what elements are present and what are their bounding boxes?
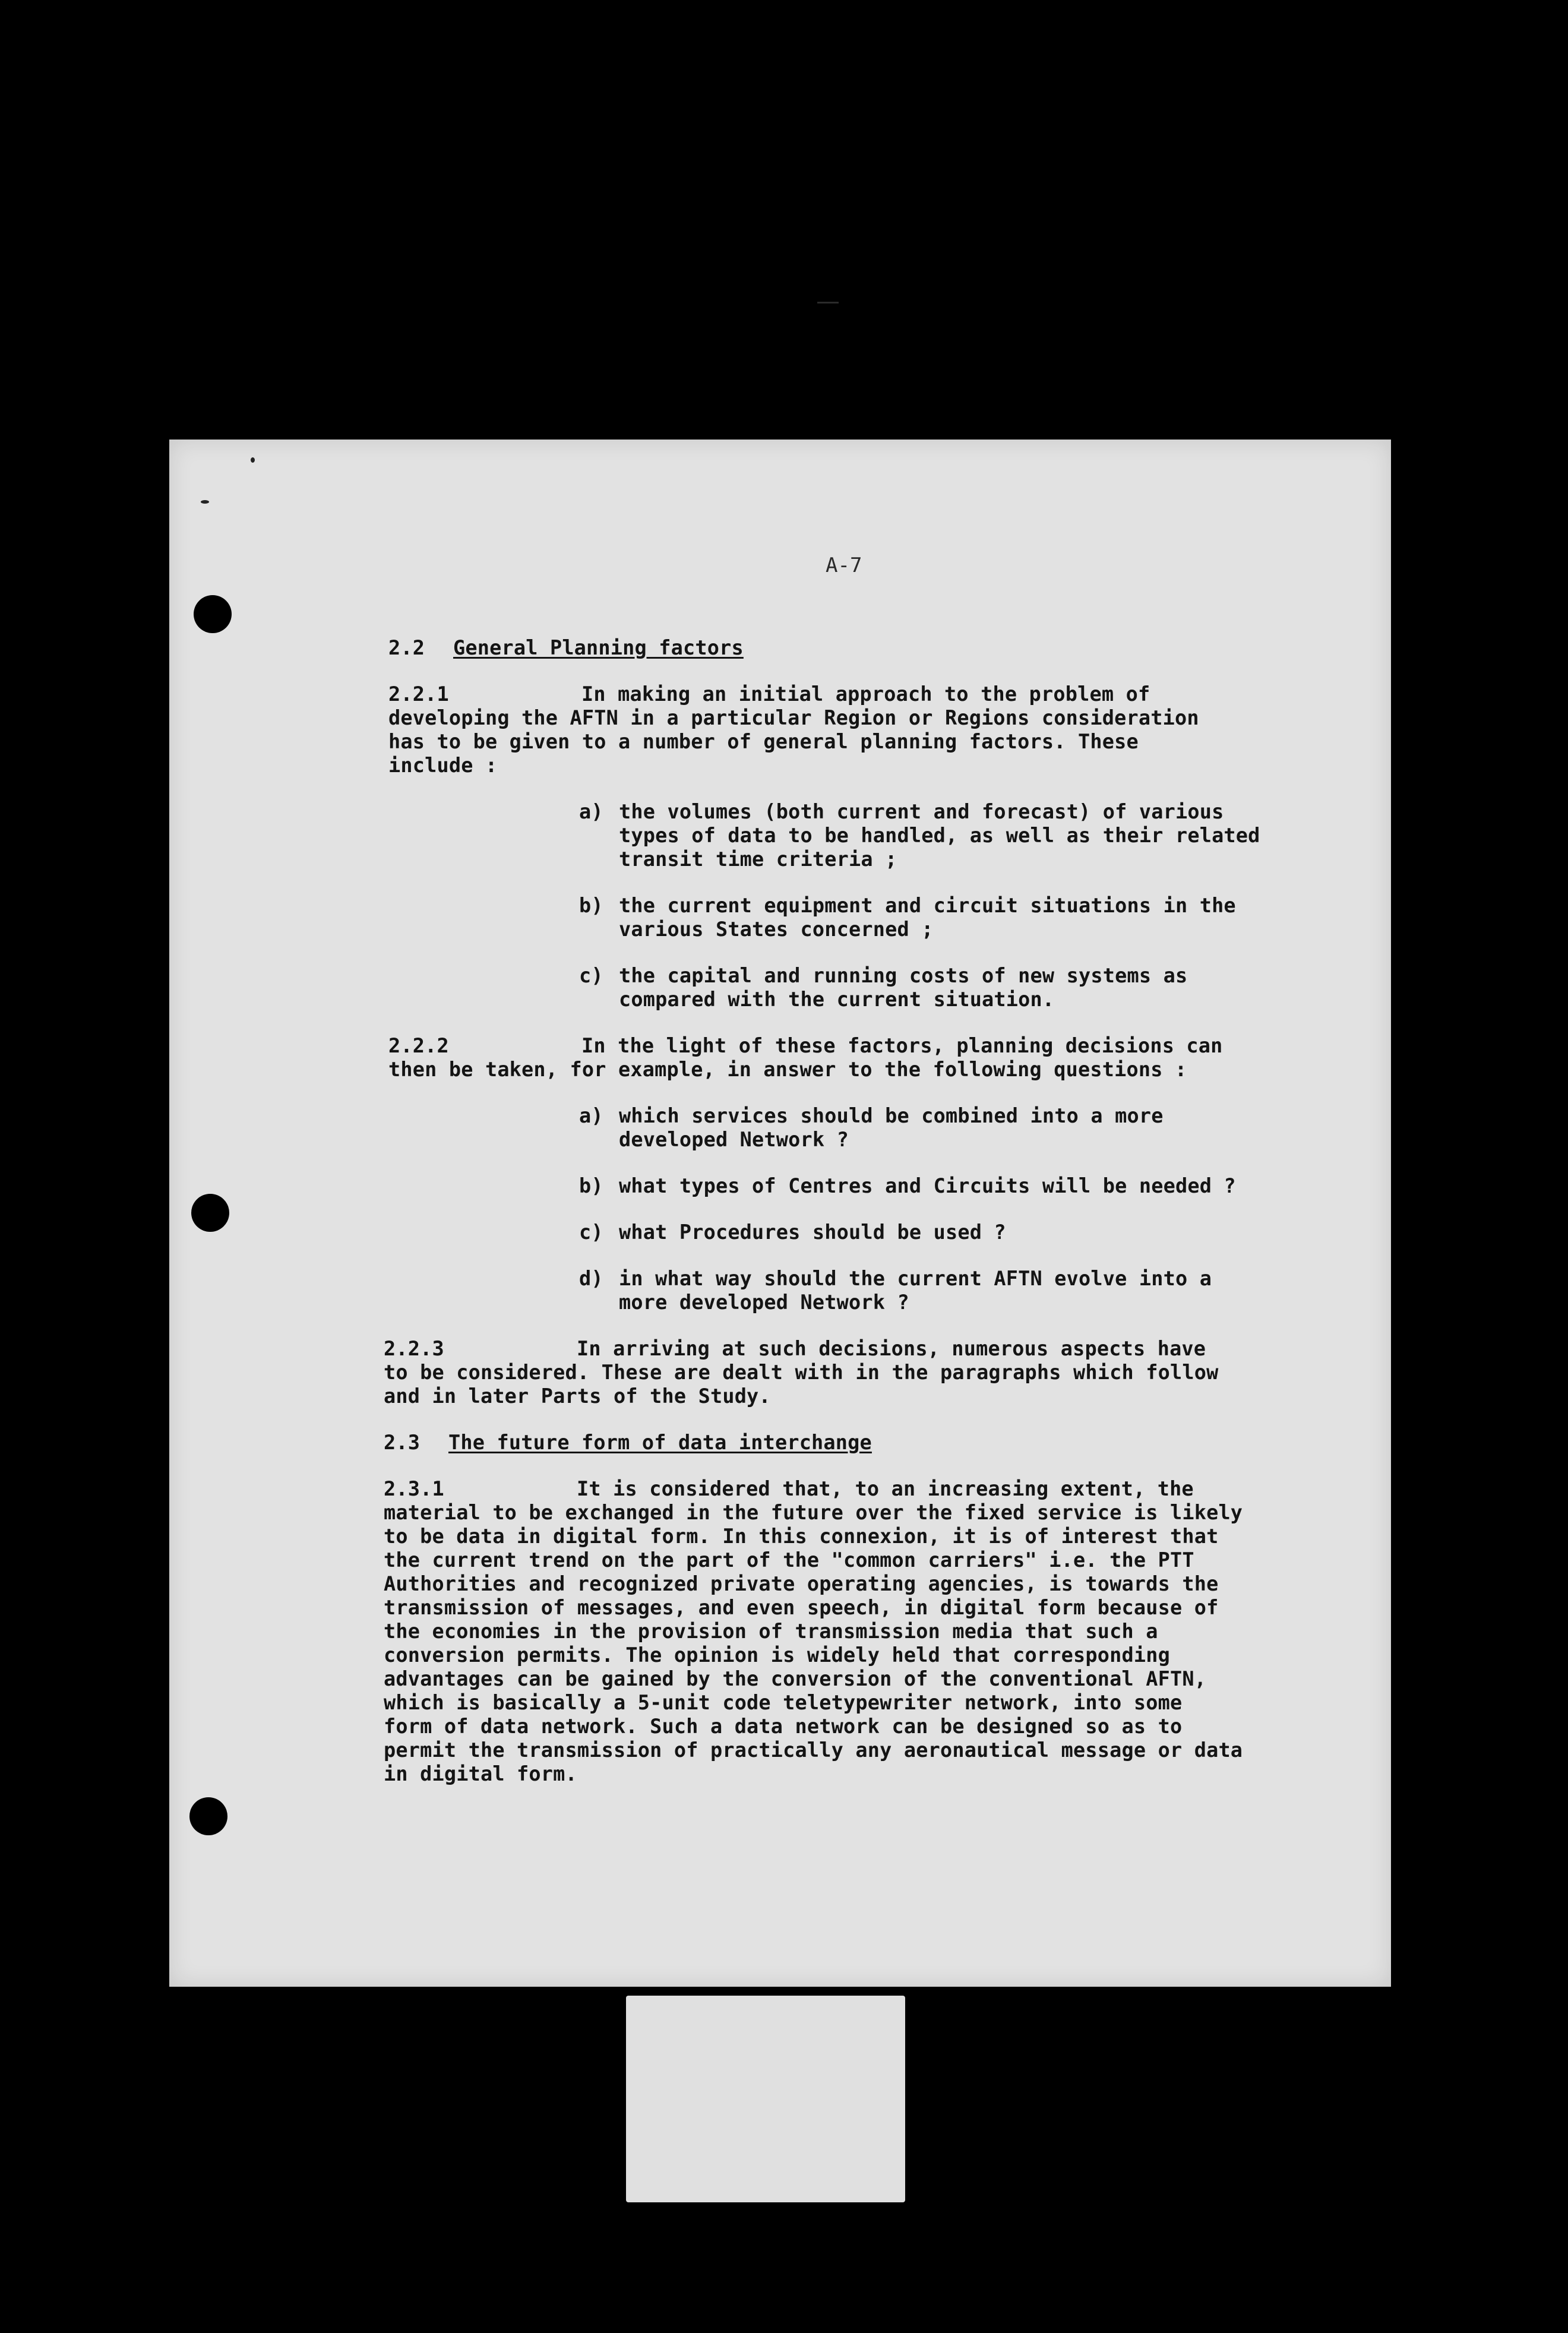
para-2-3-1-line: form of data network. Such a data network can be designed so as to [384, 1715, 1183, 1738]
section-2-2-title: General Planning factors [453, 636, 744, 659]
factor-a-line: types of data to be handled, as well as their related [619, 824, 1260, 847]
para-2-3-1-line: the current trend on the part of the "common carriers" i.e. the PTT [384, 1548, 1194, 1572]
question-a-line: developed Network ? [619, 1128, 849, 1151]
para-2-2-2-line: then be taken, for example, in answer to the following questions : [388, 1058, 1187, 1081]
para-2-2-2-line: In the light of these factors, planning decisions can [581, 1034, 1223, 1057]
para-2-3-1-number: 2.3.1 [384, 1477, 444, 1500]
para-2-3-1-line: Authorities and recognized private operating agencies, is towards the [384, 1572, 1219, 1595]
scan-mark [817, 302, 839, 304]
punch-hole-bottom [189, 1797, 227, 1835]
question-b-letter: b) [579, 1174, 603, 1197]
para-2-2-3-number: 2.2.3 [384, 1337, 444, 1360]
factor-a-letter: a) [579, 800, 603, 823]
para-2-3-1-line: advantages can be gained by the conversion of the conventional AFTN, [384, 1667, 1207, 1690]
para-2-3-1-line: in digital form. [384, 1762, 577, 1785]
factor-c-letter: c) [579, 964, 603, 987]
factor-b-line: the current equipment and circuit situations in the [619, 894, 1236, 917]
section-2-3-number: 2.3 [384, 1431, 421, 1454]
question-d-letter: d) [579, 1267, 603, 1290]
factor-c-line: compared with the current situation. [619, 988, 1055, 1011]
speck-mark [251, 457, 255, 463]
section-2-3-title: The future form of data interchange [448, 1431, 872, 1454]
para-2-3-1-line: transmission of messages, and even speech, in digital form because of [384, 1596, 1219, 1619]
question-a-line: which services should be combined into a more [619, 1104, 1164, 1127]
para-2-2-2-number: 2.2.2 [388, 1034, 449, 1057]
factor-a-line: the volumes (both current and forecast) of various [619, 800, 1224, 823]
question-d-line: in what way should the current AFTN evolve into a [619, 1267, 1212, 1290]
para-2-2-1-line: developing the AFTN in a particular Region or Regions consideration [388, 706, 1199, 729]
speck-mark [201, 500, 209, 504]
para-2-2-1-number: 2.2.1 [388, 682, 449, 706]
question-d-line: more developed Network ? [619, 1291, 909, 1314]
para-2-3-1-line: material to be exchanged in the future over the fixed service is likely [384, 1501, 1243, 1524]
para-2-3-1-line: to be data in digital form. In this connexion, it is of interest that [384, 1525, 1219, 1548]
question-b-line: what types of Centres and Circuits will be needed ? [619, 1174, 1236, 1197]
factor-b-line: various States concerned ; [619, 918, 934, 941]
question-a-letter: a) [579, 1104, 603, 1127]
question-c-line: what Procedures should be used ? [619, 1221, 1006, 1244]
para-2-3-1-line: the economies in the provision of transmission media that such a [384, 1620, 1158, 1643]
para-2-2-3-line: to be considered. These are dealt with in the paragraphs which follow [384, 1361, 1219, 1384]
para-2-3-1-line: conversion permits. The opinion is widely held that corresponding [384, 1643, 1170, 1667]
factor-b-letter: b) [579, 894, 603, 917]
para-2-2-3-line: In arriving at such decisions, numerous aspects have [577, 1337, 1206, 1360]
punch-hole-middle [191, 1194, 229, 1232]
para-2-3-1-line: It is considered that, to an increasing extent, the [577, 1477, 1194, 1500]
factor-a-line: transit time criteria ; [619, 848, 897, 871]
section-2-2-number: 2.2 [388, 636, 425, 659]
punch-hole-top [194, 595, 232, 633]
blank-paper-slip [626, 1996, 905, 2202]
page-number: A-7 [826, 554, 862, 577]
para-2-2-1-line: include : [388, 754, 498, 777]
para-2-2-1-line: In making an initial approach to the problem of [581, 682, 1150, 706]
para-2-3-1-line: which is basically a 5-unit code teletypewriter network, into some [384, 1691, 1183, 1714]
para-2-2-3-line: and in later Parts of the Study. [384, 1384, 771, 1408]
para-2-2-1-line: has to be given to a number of general planning factors. These [388, 730, 1139, 753]
para-2-3-1-line: permit the transmission of practically any aeronautical message or data [384, 1738, 1243, 1762]
factor-c-line: the capital and running costs of new systems as [619, 964, 1188, 987]
question-c-letter: c) [579, 1221, 603, 1244]
document-page [169, 440, 1391, 1987]
